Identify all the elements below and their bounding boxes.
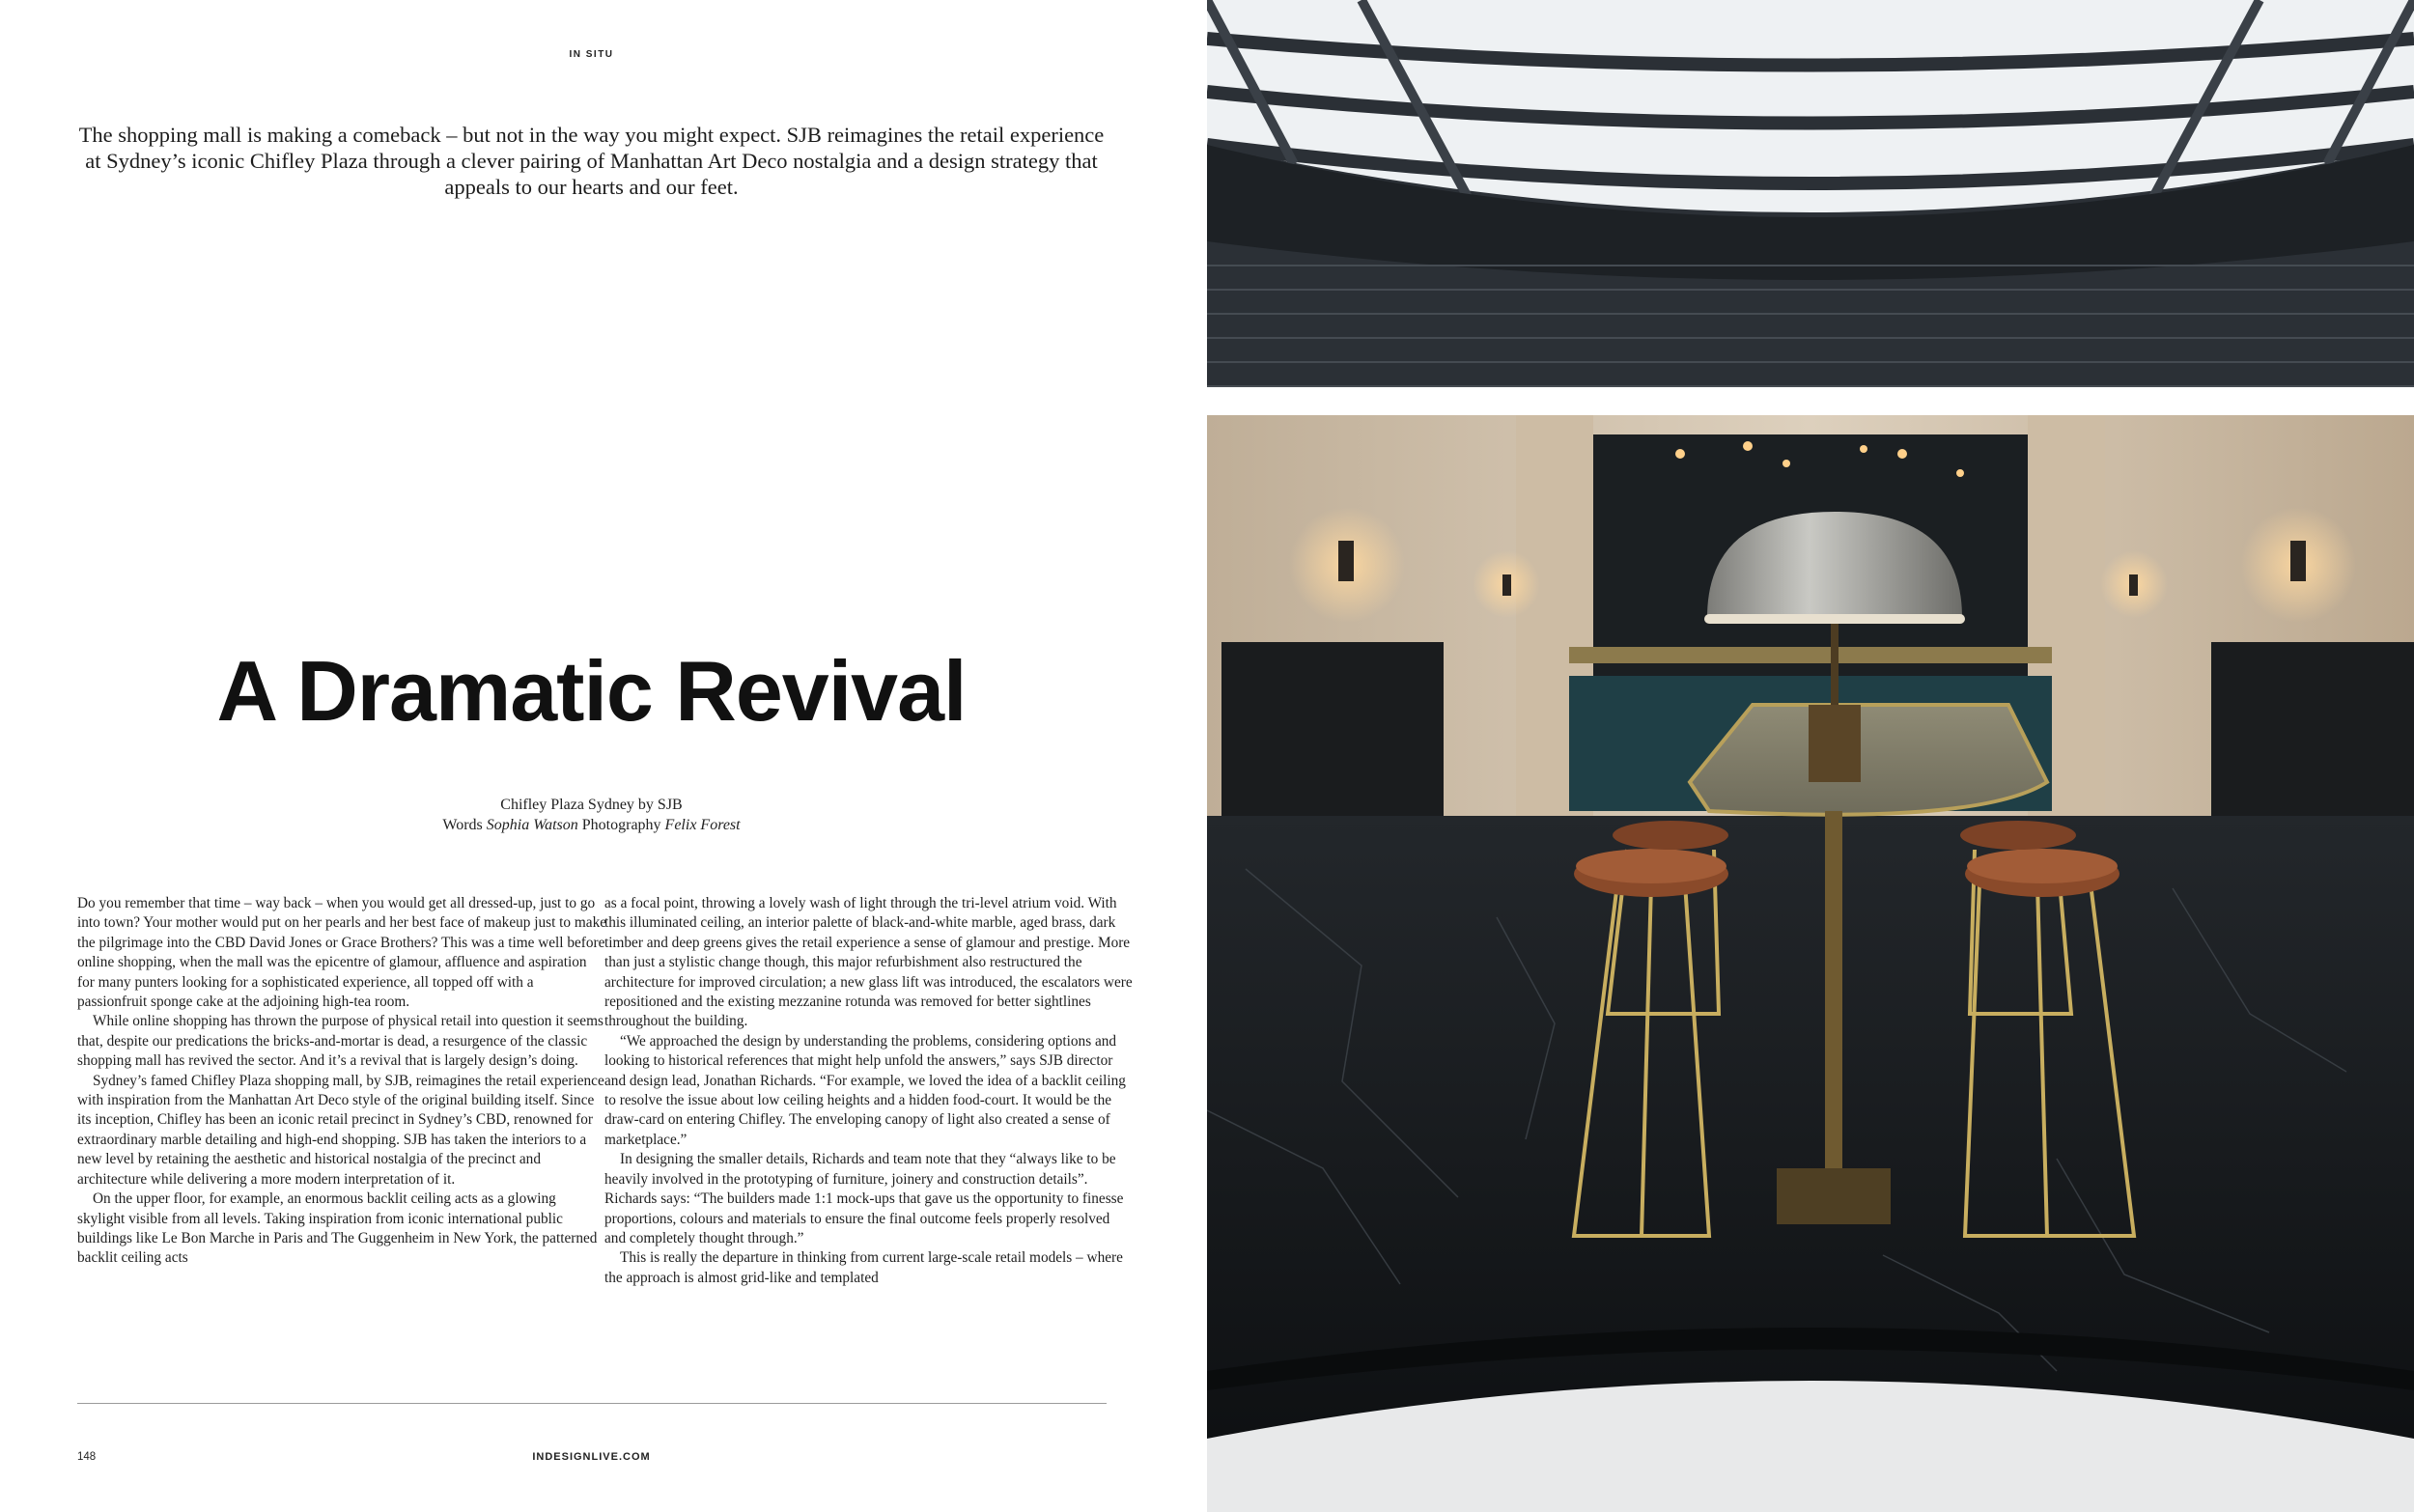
standfirst: The shopping mall is making a comeback – but not in the way you might expect. SJB reimagines the retail experience at Sydney’s iconic Chifley Plaza through a clever pairing of Manhattan Art Deco nostalgia and a design strategy that appeals to our hearts and our feet. [78, 123, 1105, 199]
section-label: IN SITU [569, 49, 614, 60]
words-label: Words [442, 817, 483, 833]
body-paragraph: This is really the departure in thinking from current large-scale retail models – where the approach is almost grid-like and templated [604, 1249, 1123, 1286]
project-credit: Chifley Plaza Sydney by SJB [500, 797, 683, 813]
author-credit-line [0, 815, 1183, 835]
body-column-2 [604, 894, 1134, 1288]
body-paragraph: Do you remember that time – way back – when you would get all dressed-up, just to go into town? Your mother would put on her pearls and her best face of makeup just to make the pilgrimage into the CBD David Jones or Grace Brothers? This was a time well before online shopping, when the mall was the epicentre of glamour, affluence and aspiration for many punters looking for a sophisticated experience, all topped off with a passionfruit sponge cake at the adjoining high-tea room. [77, 895, 607, 1011]
body-paragraph: “We approached the design by understanding the problems, considering options and looking to historical references that might help unfold the answers,” says SJB director and design lead, Jonathan Richards. “For example, we loved the idea of a backlit ceiling to resolve the issue about low ceiling heights and a hidden food-court. It would be the draw-card on entering Chifley. The enveloping canopy of light also created a sense of marketplace.” [604, 1032, 1126, 1148]
body-column-1 [77, 894, 606, 1269]
body-paragraph: On the upper floor, for example, an enormous backlit ceiling acts as a glowing skylight visible from all levels. Taking inspiration from iconic international public buildings like Le Bon Marche in Paris and The Guggenheim in New York, the patterned backlit ceiling acts [77, 1190, 598, 1267]
body-paragraph: While online shopping has thrown the purpose of physical retail into question it seems that, despite our predications the bricks-and-mortar is dead, a resurgence of the classic shopping mall has revived the sector. And it’s a revival that is largely design’s doing. [77, 1013, 604, 1070]
body-paragraph: In designing the smaller details, Richards and team note that they “always like to be heavily involved in the prototyping of furniture, joinery and construction details”. Richards says: “The builders made 1:1 mock-ups that gave us the opportunity to finesse proportions, colours and materials to ensure the final outcome feels properly resolved and completely thought through.” [604, 1151, 1124, 1246]
body-paragraph: as a focal point, throwing a lovely wash of light through the tri-level atrium void. With this illuminated ceiling, an interior palette of black-and-white marble, aged brass, dark timber and deep greens gives the retail experience a sense of glamour and prestige. More than just a stylistic change though, this major refurbishment also restructured the architecture for improved circulation; a new glass lift was introduced, the escalators were repositioned and the existing mezzanine rotunda was removed for better sightlines throughout the building. [604, 895, 1133, 1030]
interior-photograph [1207, 0, 2414, 1512]
writer-name: Sophia Watson [486, 817, 578, 833]
article-credits [0, 795, 1183, 835]
page-number: 148 [77, 1451, 97, 1463]
photo-illustration [1207, 0, 2414, 1512]
photographer-name: Felix Forest [664, 817, 741, 833]
article-headline: A Dramatic Revival [216, 643, 967, 739]
photography-label: Photography [581, 817, 661, 833]
body-paragraph: Sydney’s famed Chifley Plaza shopping mall, by SJB, reimagines the retail experience with inspiration from the Manhattan Art Deco style of the original building itself. Since its inception, Chifley has been an iconic retail precinct in Sydney’s CBD, renowned for extraordinary marble detailing and high-end shopping. SJB has taken the interiors to a new level by retaining the aesthetic and historical nostalgia of the precinct and architecture while delivering a more modern interpretation of it. [77, 1072, 604, 1188]
footer-rule [77, 1403, 1107, 1404]
footer-website: INDESIGNLIVE.COM [532, 1451, 651, 1463]
